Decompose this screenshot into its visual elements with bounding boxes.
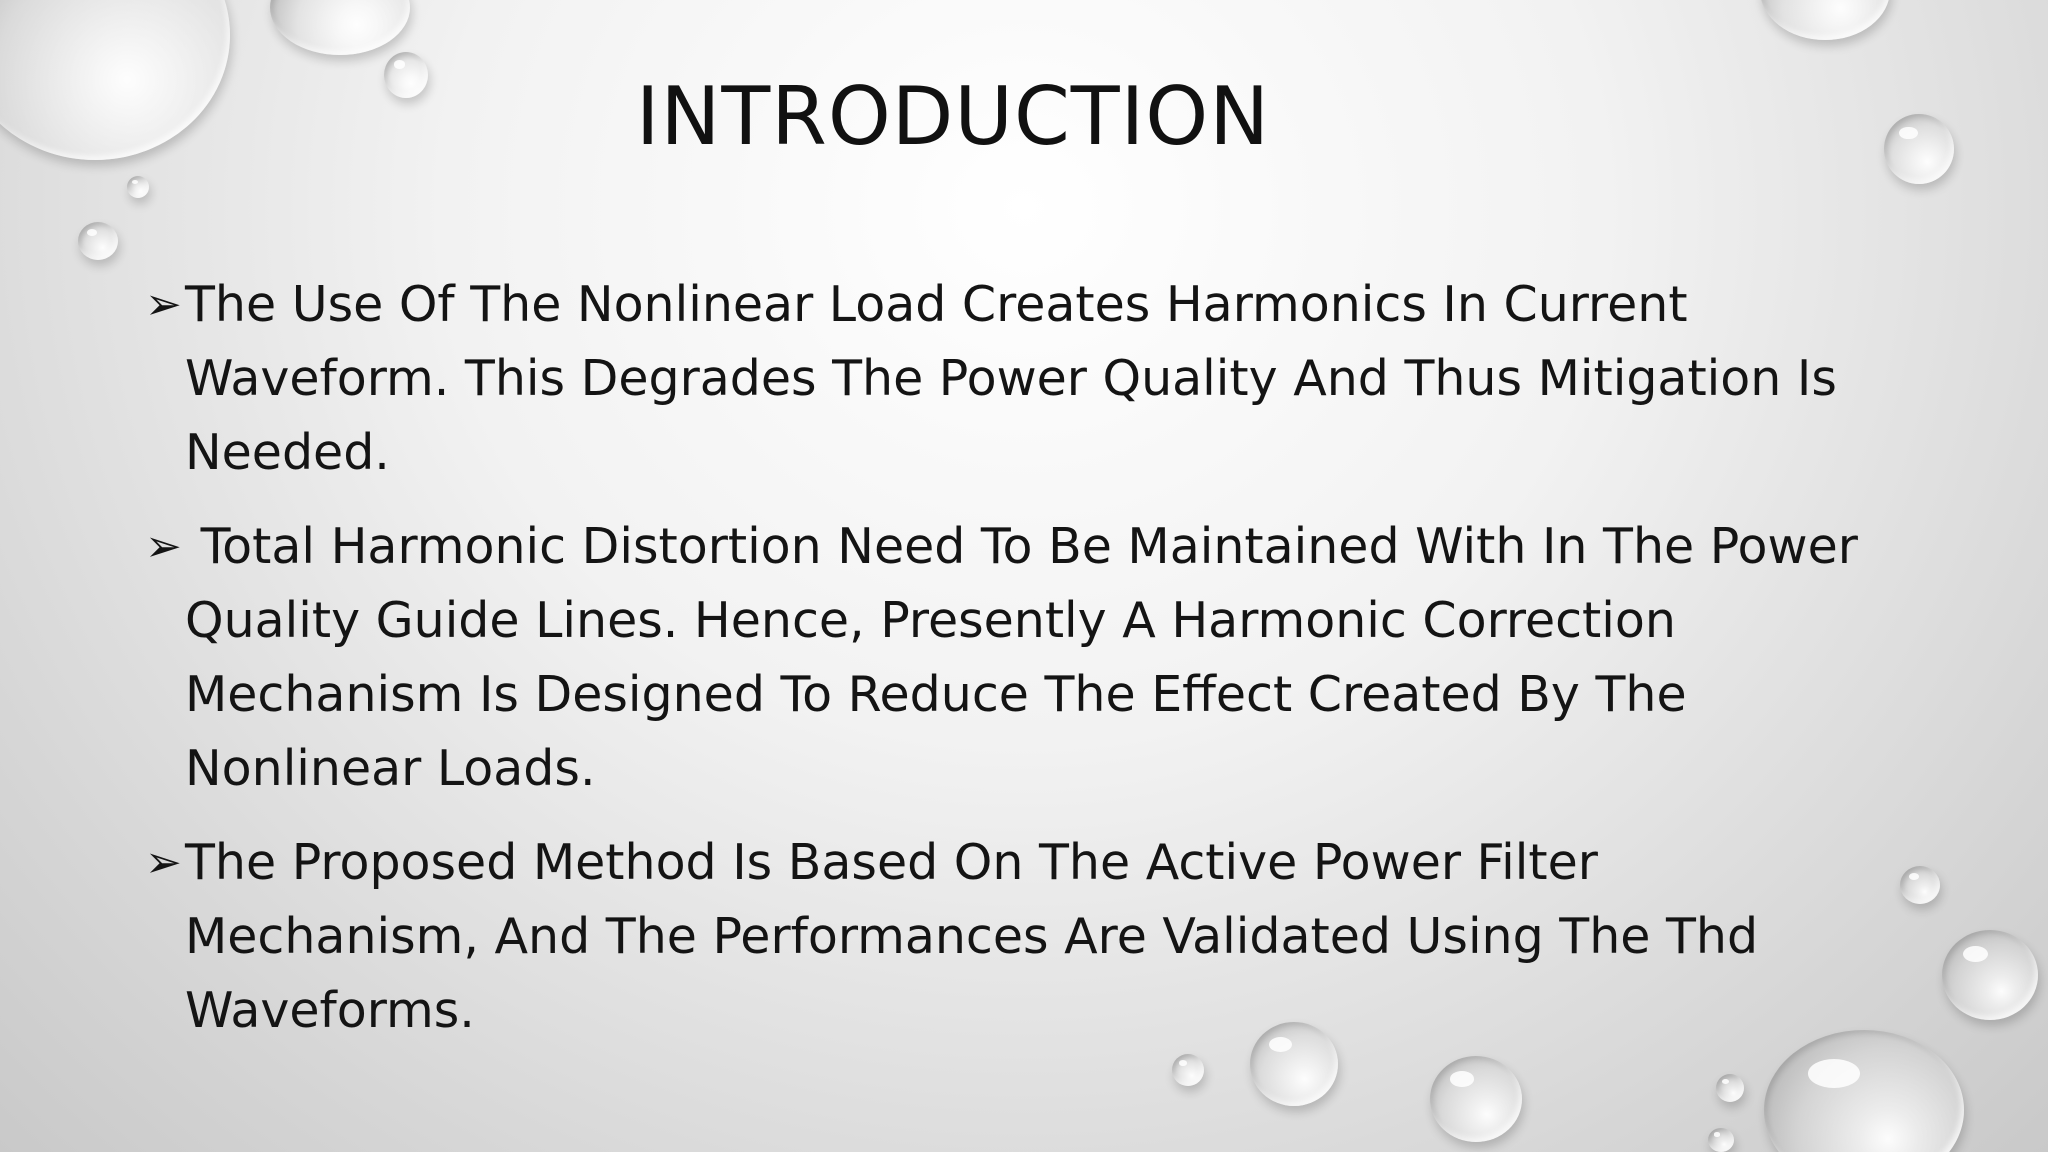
water-drop-decoration xyxy=(1430,1056,1522,1142)
bullet-item xyxy=(145,268,1905,490)
water-drop-decoration xyxy=(1716,1074,1744,1102)
bullet-text: The Use Of The Nonlinear Load Creates Harmonics In Current Waveform. This Degrades The Power Quality And Thus Mitigation Is Needed. xyxy=(185,276,1837,481)
water-drop-decoration xyxy=(78,222,118,260)
bullet-item xyxy=(145,826,1905,1048)
bullet-text: The Proposed Method Is Based On The Active Power Filter Mechanism, And The Performances Are Validated Using The Thd Waveforms. xyxy=(185,834,1759,1039)
water-drop-decoration xyxy=(1900,866,1940,904)
bullet-list xyxy=(145,268,1905,1068)
water-drop-decoration xyxy=(1708,1128,1734,1152)
bullet-item xyxy=(145,510,1905,806)
bullet-text: Total Harmonic Distortion Need To Be Maintained With In The Power Quality Guide Lines. Hence, Presently A Harmonic Correction Mechanism Is Designed To Reduce The Effect Created By The Nonlinear Loads. xyxy=(185,518,1874,797)
arrow-bullet-icon: ➢ xyxy=(145,837,182,888)
water-drop-decoration xyxy=(1760,0,1890,40)
arrow-bullet-icon: ➢ xyxy=(145,521,182,572)
water-drop-decoration xyxy=(127,176,149,198)
arrow-bullet-icon: ➢ xyxy=(145,279,182,330)
water-drop-decoration xyxy=(270,0,410,55)
slide-title: INTRODUCTION xyxy=(635,70,1271,163)
water-drop-decoration xyxy=(1942,930,2038,1020)
